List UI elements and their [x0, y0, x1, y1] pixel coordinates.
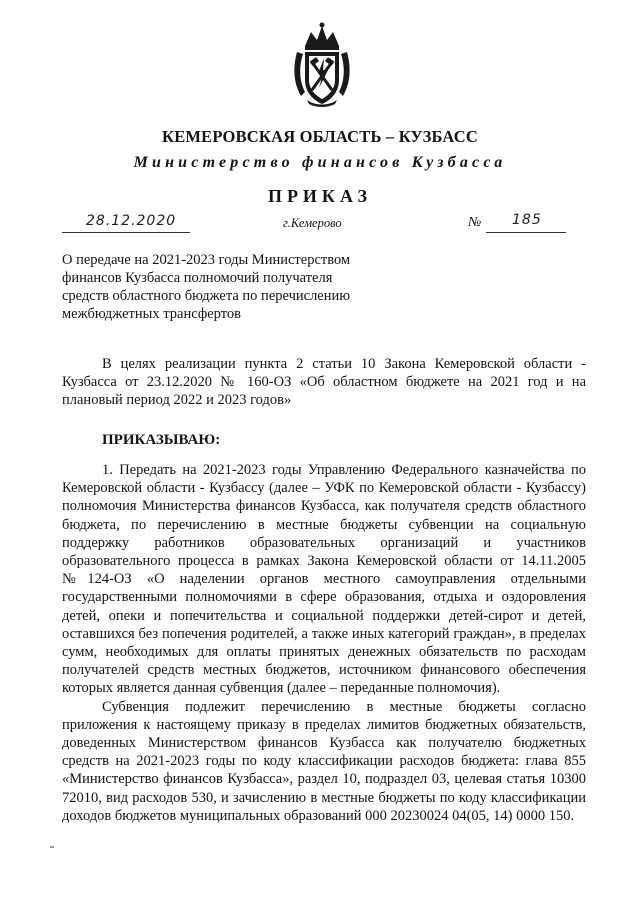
date-value: 28.12.2020 — [86, 213, 177, 229]
subject-line: межбюджетных трансфертов — [62, 306, 241, 322]
preamble-block — [62, 355, 586, 410]
subject-line: средств областного бюджета по перечислению — [62, 288, 351, 304]
subject-block — [62, 251, 392, 323]
scan-mark — [50, 846, 54, 848]
subject-line: О передаче на 2021-2023 годы Министерством — [62, 252, 351, 268]
document-type-title: ПРИКАЗ — [267, 186, 373, 206]
number-field — [486, 212, 566, 233]
number-value: 185 — [512, 212, 542, 228]
preamble-paragraph: В целях реализации пункта 2 статьи 10 Закона Кемеровской области - Кузбасса от 23.12.2020 № 160-ОЗ «Об областном бюджете на 2021 год и на плановый период 2022 и 2023 годов» — [62, 356, 586, 409]
body-text — [62, 461, 586, 825]
document-meta-row — [0, 212, 640, 236]
region-title: КЕМЕРОВСКАЯ ОБЛАСТЬ – КУЗБАСС — [162, 127, 478, 146]
date-field — [62, 212, 190, 233]
paragraph-2: Субвенция подлежит перечислению в местные бюджеты согласно приложения к настоящему приказу в пределах лимитов бюджетных обязательств, доведенных Министерством финансов Кузбасса как получателю бюджетных средств на 2021-2023 годы по коду классификации расходов бюджета: глава 855 «Министерство финансов Кузбасса», раздел 10, подраздел 03, целевая статья 10300 72010, вид расходов 530, и зачислению в местные бюджеты по коду классификации доходов бюджетов муниципальных образований 000 20230024 04(05, 14) 0000 150. — [62, 698, 586, 824]
ministry-title: Министерство финансов Кузбасса — [133, 154, 507, 171]
decree-heading: ПРИКАЗЫВАЮ: — [102, 432, 221, 448]
subject-line: финансов Кузбасса полномочий получателя — [62, 270, 333, 286]
number-label: № — [468, 215, 482, 230]
city-label: г.Кемерово — [283, 216, 342, 230]
kuzbass-coat-of-arms-icon — [291, 22, 353, 108]
paragraph-1: 1. Передать на 2021-2023 годы Управлению Федерального казначейства по Кемеровской области - Кузбассу (далее – УФК по Кемеровской области - Кузбассу) полномочия Министерства финансов Кузбасса, как получателя средств областного бюджета, по перечислению в местные бюджеты субвенции на социальную поддержку работников образовательных организаций и участников образовательного процесса в рамках Закона Кемеровской области от 14.11.2005 №124-ОЗ «О наделении органов местного самоуправления отдельными государственными полномочиями в сфере образования, отдыха и оздоровления детей, опеки и попечительства и социальной поддержки детей-сирот и детей, оставшихся без попечения родителей, а также иных категорий граждан», в пределах сумм, необходимых для оплаты принятых денежных обязательств по расходам получателей средств местных бюджетов, источником финансового обеспечения которых является данная субвенция (далее – переданные полномочия). — [62, 462, 586, 697]
